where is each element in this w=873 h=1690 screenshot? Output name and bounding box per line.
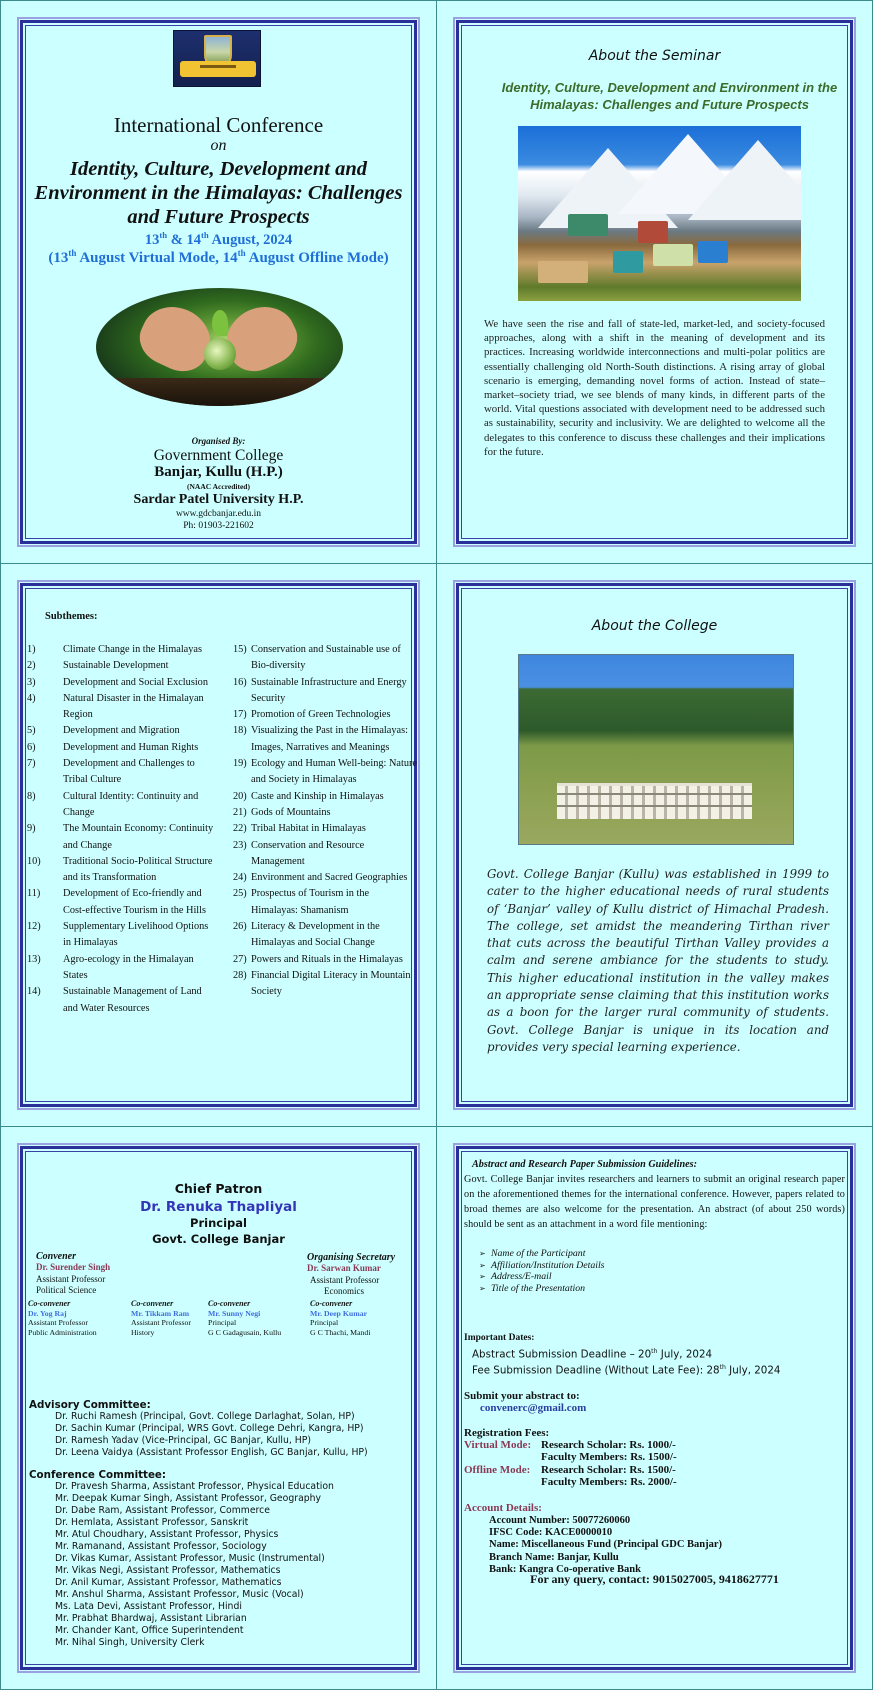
subtheme-number: 28) <box>233 969 247 981</box>
college-description: Govt. College Banjar (Kullu) was established in 1999 to cater to the higher educational needs of rural students of ‘Banjar’ valley of Kullu district of Himachal Pradesh. The college, set amidst the meandering Tirthan river that cuts across the beautiful Tirthan Valley provides a calm and serene ambiance for the students to study. This higher educational institution in the valley makes an appropriate sense claiming that this institution works as a boon for the larger rural community of students. Govt. College Banjar is unique in its location and provides very special learning experience. <box>487 867 829 1054</box>
subtheme-item <box>233 707 418 723</box>
requirement-text: Affiliation/Institution Details <box>491 1259 605 1271</box>
subtheme-item <box>27 789 215 822</box>
subtheme-text: Caste and Kinship in Himalayas <box>251 790 384 802</box>
co-convener-block: Co-convener Mr. Sunny Negi Principal G C Gadagusain, Kullu <box>208 1299 282 1337</box>
fee-row <box>464 1476 677 1488</box>
subtheme-item <box>233 723 418 756</box>
accreditation: (NAAC Accredited) <box>187 482 250 491</box>
subtheme-number: 15) <box>233 644 247 655</box>
subtheme-number: 16) <box>233 676 247 688</box>
subtheme-text: Development and Challenges to Tribal Culture <box>63 758 195 786</box>
subtheme-text: Natural Disaster in the Himalayan Region <box>63 692 204 721</box>
seminar-subtitle: Identity, Culture, Development and Environment in the Himalayas: Challenges and Future Prospects <box>501 80 838 112</box>
advisory-committee: Advisory Committee: Dr. Ruchi Ramesh (Principal, Govt. College Darlaghat, Solan, HP) Dr. Sachin Kumar (Principal, WRS Govt. College Dehri, Kangra, HP) Dr. Ramesh Yadav (Vice-Principal, GC Banjar, Kullu, HP) Dr. Leena Vaidya (Assistant Professor English, GC Banjar, Kullu, HP) <box>29 1399 368 1458</box>
subtheme-number: 9) <box>27 823 36 835</box>
conference-committee-member: Mr. Vikas Negi, Assistant Professor, Mathematics <box>55 1565 281 1576</box>
subthemes-column-2 <box>233 642 418 1001</box>
co-convener-block: Co-convener Mr. Tikkam Ram Assistant Professor History <box>131 1299 191 1337</box>
arrowhead-bullet-icon: ➢ <box>479 1260 486 1270</box>
fee-deadline: Fee Submission Deadline (Without Late Fee): 28th July, 2024 <box>472 1364 781 1377</box>
organising-secretary-block: Organising Secretary Dr. Sarwan Kumar Assistant Professor Economics <box>307 1252 396 1296</box>
about-seminar-heading: About the Seminar <box>588 48 721 64</box>
registration-fees-table <box>464 1439 677 1488</box>
subtheme-number: 19) <box>233 758 247 770</box>
chief-patron-label: Chief Patron <box>174 1181 263 1196</box>
subtheme-number: 2) <box>27 660 36 672</box>
subtheme-text: Visualizing the Past in the Himalayas: Images, Narratives and Meanings <box>251 725 408 753</box>
account-detail: IFSC Code: KACE0000010 <box>489 1527 613 1539</box>
co-convener-block: Co-convener Mr. Deep Kumar Principal G C Thachi, Mandi <box>310 1299 371 1337</box>
cover-panel <box>20 20 417 544</box>
contact-query: For any query, contact: 9015027005, 9418627771 <box>530 1572 779 1586</box>
subtheme-number: 13) <box>27 953 41 965</box>
committee-panel <box>20 1146 417 1670</box>
convener-name: Dr. Surender Singh <box>36 1262 111 1273</box>
conference-committee-member: Dr. Dabe Ram, Assistant Professor, Commerce <box>55 1505 271 1516</box>
advisory-member: Dr. Ruchi Ramesh (Principal, Govt. College Darlaghat, Solan, HP) <box>55 1411 355 1422</box>
submission-guidelines-heading: Abstract and Research Paper Submission Guidelines: <box>472 1159 698 1170</box>
subtheme-item <box>27 691 215 724</box>
subtheme-item <box>233 952 418 968</box>
subtheme-item <box>27 723 215 739</box>
subtheme-text: The Mountain Economy: Continuity and Change <box>63 823 214 851</box>
account-details <box>489 1515 722 1576</box>
college-crest-icon <box>173 30 261 87</box>
subtheme-number: 27) <box>233 953 247 965</box>
subtheme-item <box>233 870 418 886</box>
conference-committee-member: Ms. Lata Devi, Assistant Professor, Hindi <box>55 1601 242 1612</box>
website-link[interactable]: www.gdcbanjar.edu.in <box>175 509 262 519</box>
requirement-text: Title of the Presentation <box>491 1283 586 1295</box>
subtheme-item <box>233 968 418 1001</box>
conference-committee-member: Mr. Nihal Singh, University Clerk <box>55 1637 205 1648</box>
chief-patron-role: Principal <box>190 1216 247 1230</box>
subtheme-text: Ecology and Human Well-being: Nature and Society in Himalayas <box>251 758 417 786</box>
conference-committee-member: Dr. Hemlata, Assistant Professor, Sanskrit <box>55 1517 249 1528</box>
subtheme-number: 10) <box>27 855 41 867</box>
subthemes-column-1 <box>27 642 215 1017</box>
submission-requirements-list <box>479 1248 604 1295</box>
co-convener-block: Co-convener Dr. Yog Raj Assistant Professor Public Administration <box>28 1299 97 1337</box>
conference-committee-member: Dr. Pravesh Sharma, Assistant Professor, Physical Education <box>55 1481 334 1492</box>
subtheme-item <box>233 642 418 675</box>
subtheme-text: Gods of Mountains <box>251 806 331 818</box>
subtheme-item <box>27 886 215 919</box>
submission-email-link[interactable]: convenerc@gmail.com <box>480 1402 587 1414</box>
convener-block: Convener Dr. Surender Singh Assistant Professor Political Science <box>36 1251 111 1295</box>
about-college-panel <box>456 583 853 1107</box>
org-location: Banjar, Kullu (H.P.) <box>154 464 283 480</box>
subtheme-text: Climate Change in the Himalayas <box>63 644 202 655</box>
subtheme-number: 14) <box>27 986 41 998</box>
hands-holding-seedling-globe-image <box>96 288 343 406</box>
account-detail: Account Number: 50077260060 <box>489 1515 631 1526</box>
account-details-label: Account Details: <box>464 1502 542 1514</box>
subtheme-number: 21) <box>233 806 247 818</box>
fee-row <box>464 1439 677 1451</box>
important-dates <box>472 1345 780 1378</box>
subtheme-text: Development and Social Exclusion <box>63 676 208 688</box>
subtheme-number: 6) <box>27 741 36 753</box>
subtheme-item <box>233 886 418 919</box>
subtheme-text: Sustainable Infrastructure and Energy Security <box>251 676 407 704</box>
himalayan-village-mountains-image <box>518 126 801 301</box>
submission-guidelines-text: Govt. College Banjar invites researchers and learners to submit an original research paper on the aforementioned themes for the international conference. However, papers related to broad themes are also welcome for the presentation. An abstract (of about 250 words) should be sent as an attachment in a word file mentioning: <box>464 1174 845 1230</box>
fee-mode <box>464 1451 541 1463</box>
subtheme-number: 11) <box>27 888 41 900</box>
requirement-item <box>479 1283 604 1295</box>
subtheme-text: Powers and Rituals in the Himalayas <box>251 953 403 965</box>
account-detail: Branch Name: Banjar, Kullu <box>489 1551 619 1563</box>
subtheme-number: 8) <box>27 790 36 802</box>
subtheme-text: Sustainable Development <box>63 660 169 672</box>
subtheme-item <box>27 854 215 887</box>
subtheme-text: Prospectus of Tourism in the Himalayas: Shamanism <box>251 888 370 916</box>
subtheme-number: 22) <box>233 823 247 835</box>
subtheme-number: 25) <box>233 888 247 900</box>
subtheme-item <box>27 756 215 789</box>
subtheme-text: Conservation and Resource Management <box>251 839 365 867</box>
subtheme-item <box>233 675 418 708</box>
fee-mode <box>464 1476 541 1488</box>
subtheme-item <box>27 675 215 691</box>
advisory-member: Dr. Ramesh Yadav (Vice-Principal, GC Banjar, Kullu, HP) <box>55 1435 312 1446</box>
grid-divider-horizontal <box>0 563 873 564</box>
subtheme-number: 23) <box>233 839 247 851</box>
arrowhead-bullet-icon: ➢ <box>479 1272 486 1282</box>
subtheme-text: Literacy & Development in the Himalayas and Social Change <box>251 921 380 949</box>
subthemes-panel <box>20 583 417 1107</box>
subtheme-text: Sustainable Management of Land and Water Resources <box>63 986 202 1014</box>
subtheme-text: Promotion of Green Technologies <box>251 709 391 721</box>
chief-patron-name: Dr. Renuka Thapliyal <box>140 1199 297 1215</box>
subtheme-number: 3) <box>27 676 36 688</box>
grid-divider-vertical <box>436 0 437 1690</box>
account-detail: Name: Miscellaneous Fund (Principal GDC Banjar) <box>489 1539 723 1551</box>
subtheme-item <box>233 838 418 871</box>
about-college-heading: About the College <box>591 618 718 634</box>
conference-title: Identity, Culture, Development and Environment in the Himalayas: Challenges and Future Prospects <box>34 158 403 228</box>
phone: Ph: 01903-221602 <box>183 521 254 531</box>
registration-fees-label: Registration Fees: <box>464 1427 550 1439</box>
subthemes-heading: Subthemes: <box>45 611 98 622</box>
advisory-member: Dr. Leena Vaidya (Assistant Professor English, GC Banjar, Kullu, HP) <box>55 1447 368 1458</box>
requirement-item <box>479 1248 604 1260</box>
submission-panel <box>456 1146 853 1670</box>
subtheme-item <box>233 919 418 952</box>
subtheme-item <box>27 984 215 1017</box>
college-building-hillside-image <box>518 654 794 845</box>
abstract-deadline: Abstract Submission Deadline – 20th July, 2024 <box>472 1348 713 1361</box>
conference-committee-member: Mr. Chander Kant, Office Superintendent <box>55 1625 244 1636</box>
subtheme-text: Conservation and Sustainable use of Bio-diversity <box>251 644 401 672</box>
requirement-text: Name of the Participant <box>491 1248 586 1259</box>
account-detail: Bank: Kangra Co-operative Bank <box>489 1563 641 1575</box>
university: Sardar Patel University H.P. <box>133 492 304 507</box>
fee-row <box>464 1451 677 1463</box>
subtheme-text: Development of Eco-friendly and Cost-effective Tourism in the Hills <box>63 888 207 916</box>
about-seminar-panel <box>456 20 853 544</box>
seminar-description: We have seen the rise and fall of state-led, market-led, and society-focused approaches, along with a shift in the meaning of development and its practices. Increasing worldwide interconnections and multi-polar politics are essentially challenging old North-South distinctions. A rising array of global scenario is emerging, demanding novel forms of action. Instead of state–market–society triad, we see blends of many kinds, in different parts of the world. Vital questions associated with development need to be addressed such as sustainability, security and inclusivity. We are delighted to welcome all the delegates to this conference to discuss these challenges and their implications for the future. <box>484 318 825 458</box>
conference-committee-member: Dr. Anil Kumar, Assistant Professor, Mathematics <box>55 1577 282 1588</box>
subtheme-item <box>233 756 418 789</box>
grid-divider-horizontal <box>0 1126 873 1127</box>
fee-mode: Virtual Mode: <box>464 1439 532 1451</box>
conference-committee: Conference Committee: Dr. Pravesh Sharma, Assistant Professor, Physical Education Mr. Deepak Kumar Singh, Assistant Professor, Geography Dr. Dabe Ram, Assistant Professor, Commerce Dr. Hemlata, Assistant Professor, Sanskrit Mr. Atul Choudhary, Assistant Professor, Physics Mr. Ramanand, Assistant Professor, Sociology Dr. Vikas Kumar, Assistant Professor, Music (Instrumental) Mr. Vikas Negi, Assistant Professor, Mathematics Dr. Anil Kumar, Assistant Professor, Mathematics Mr. Anshul Sharma, Assistant Professor, Music (Vocal) Ms. Lata Devi, Assistant Professor, Hindi Mr. Prabhat Bhardwaj, Assistant Librarian Mr. Chander Kant, Office Superintendent Mr. Nihal Singh, University Clerk <box>29 1469 334 1648</box>
subtheme-text: Financial Digital Literacy in Mountain Society <box>251 969 411 998</box>
subtheme-item <box>233 805 418 821</box>
conference-committee-member: Mr. Atul Choudhary, Assistant Professor, Physics <box>55 1529 279 1540</box>
subtheme-text: Tribal Habitat in Himalayas <box>251 823 366 835</box>
subtheme-text: Environment and Sacred Geographies <box>251 872 408 884</box>
subtheme-text: Agro-ecology in the Himalayan States <box>63 953 194 981</box>
arrowhead-bullet-icon: ➢ <box>479 1249 486 1258</box>
subtheme-item <box>27 658 215 674</box>
fee-category: Faculty Members: Rs. 1500/- <box>541 1451 677 1464</box>
subtheme-number: 24) <box>233 872 247 884</box>
conference-committee-member: Mr. Anshul Sharma, Assistant Professor, Music (Vocal) <box>55 1589 304 1600</box>
subtheme-number: 7) <box>27 758 36 770</box>
subtheme-text: Cultural Identity: Continuity and Change <box>63 790 199 818</box>
conference-on: on <box>210 137 227 154</box>
subtheme-number: 4) <box>27 692 36 704</box>
conference-committee-member: Mr. Prabhat Bhardwaj, Assistant Librarian <box>55 1613 247 1624</box>
subtheme-number: 18) <box>233 725 247 737</box>
subtheme-number: 20) <box>233 790 247 802</box>
org-name: Government College <box>153 447 284 464</box>
subtheme-item <box>27 740 215 756</box>
advisory-member: Dr. Sachin Kumar (Principal, WRS Govt. College Dehri, Kangra, HP) <box>55 1423 364 1434</box>
subtheme-text: Supplementary Livelihood Options in Himalayas <box>63 921 209 949</box>
subtheme-number: 17) <box>233 709 247 721</box>
requirement-text: Address/E-mail <box>491 1271 552 1283</box>
submit-abstract-label: Submit your abstract to: <box>464 1390 580 1402</box>
subtheme-text: Development and Migration <box>63 725 180 737</box>
fee-mode: Offline Mode: <box>464 1463 531 1476</box>
conference-committee-member: Mr. Ramanand, Assistant Professor, Sociology <box>55 1541 267 1552</box>
fee-category: Research Scholar: Rs. 1500/- <box>541 1463 676 1476</box>
subtheme-number: 26) <box>233 921 247 933</box>
fee-category: Research Scholar: Rs. 1000/- <box>541 1439 676 1451</box>
requirement-item <box>479 1271 604 1283</box>
subtheme-text: Traditional Socio-Political Structure and its Transformation <box>63 855 213 884</box>
subtheme-number: 12) <box>27 921 41 933</box>
subtheme-item <box>27 642 215 658</box>
subtheme-number: 1) <box>27 644 36 655</box>
subtheme-item <box>233 789 418 805</box>
arrowhead-bullet-icon: ➢ <box>479 1284 486 1294</box>
fee-row <box>464 1464 677 1476</box>
fee-category: Faculty Members: Rs. 2000/- <box>541 1475 677 1488</box>
conference-modes: (13th August Virtual Mode, 14th August Offline Mode) <box>48 248 389 266</box>
subtheme-item <box>27 952 215 985</box>
organising-secretary-name: Dr. Sarwan Kumar <box>307 1263 381 1274</box>
subtheme-item <box>27 821 215 854</box>
conference-heading: International Conference <box>113 113 324 137</box>
chief-patron-institution: Govt. College Banjar <box>152 1232 285 1246</box>
subtheme-text: Development and Human Rights <box>63 741 199 753</box>
conference-committee-member: Dr. Vikas Kumar, Assistant Professor, Music (Instrumental) <box>55 1553 325 1564</box>
organised-by-label: Organised By: <box>191 436 246 446</box>
subtheme-item <box>233 821 418 837</box>
conference-committee-member: Mr. Deepak Kumar Singh, Assistant Professor, Geography <box>55 1493 322 1504</box>
subtheme-item <box>27 919 215 952</box>
subtheme-number: 5) <box>27 725 36 737</box>
requirement-item <box>479 1260 604 1272</box>
conference-dates: 13th & 14th August, 2024 <box>144 230 293 248</box>
important-dates-label: Important Dates: <box>464 1333 535 1343</box>
